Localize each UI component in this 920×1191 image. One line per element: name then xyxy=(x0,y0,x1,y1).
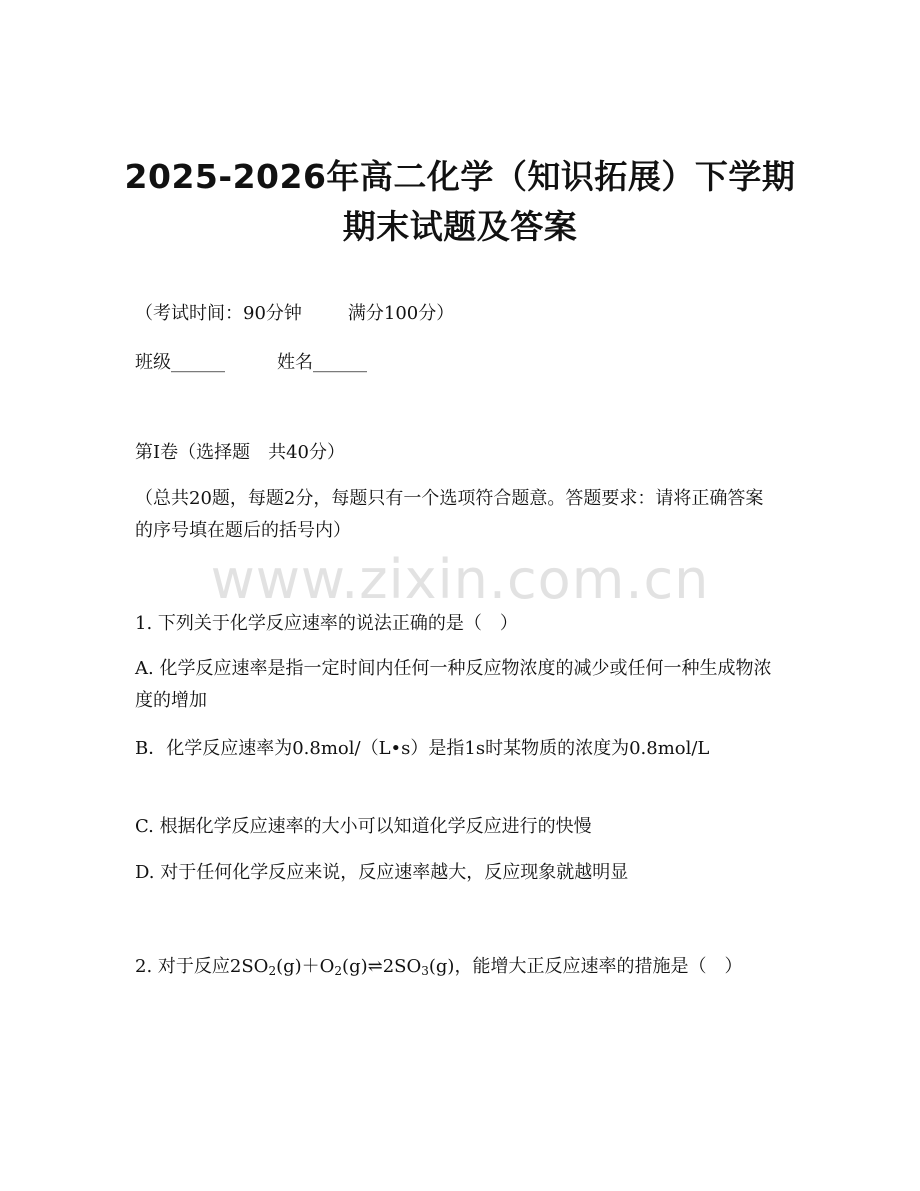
exam-score: 满分100分） xyxy=(347,303,455,324)
q2-subscript: 2 xyxy=(334,964,343,978)
q2-part: 2. 对于反应2SO xyxy=(135,956,269,977)
name-field: 姓名______ xyxy=(277,352,367,373)
q2-subscript: 3 xyxy=(421,964,429,978)
q2-part: (g)，能增大正反应速率的措施是（ ） xyxy=(428,956,743,977)
q2-part: (g)＋O xyxy=(276,956,335,977)
document-title-line-2: 期末试题及答案 xyxy=(342,207,578,246)
section-heading: 第Ⅰ卷（选择题 共40分） xyxy=(135,442,346,463)
question-2-stem xyxy=(135,951,780,987)
student-info xyxy=(135,352,785,374)
question-1-option-d: D. 对于任何化学反应来说，反应速率越大，反应现象就越明显 xyxy=(135,862,629,883)
q2-part: (g)⇌2SO xyxy=(342,956,422,977)
question-1-option-c: C. 根据化学反应速率的大小可以知道化学反应进行的快慢 xyxy=(135,816,592,837)
exam-time: （考试时间：90分钟 xyxy=(135,303,302,324)
watermark: www.zixin.com.cn xyxy=(210,548,710,611)
exam-info xyxy=(135,303,785,325)
question-1-stem: 1. 下列关于化学反应速率的说法正确的是（ ） xyxy=(135,613,518,634)
question-1-option-b: B．化学反应速率为0.8mol/（L•s）是指1s时某物质的浓度为0.8mol/L xyxy=(135,738,710,759)
q2-subscript: 2 xyxy=(268,964,277,978)
class-field: 班级______ xyxy=(135,352,225,373)
section-instructions: （总共20题，每题2分，每题只有一个选项符合题意。答题要求：请将正确答案的序号填在题后的括号内） xyxy=(135,488,764,541)
document-title-line-1: 2025-2026年高二化学（知识拓展）下学期 xyxy=(124,157,796,196)
question-1-option-a: A. 化学反应速率是指一定时间内任何一种反应物浓度的减少或任何一种生成物浓度的增加 xyxy=(135,658,772,711)
